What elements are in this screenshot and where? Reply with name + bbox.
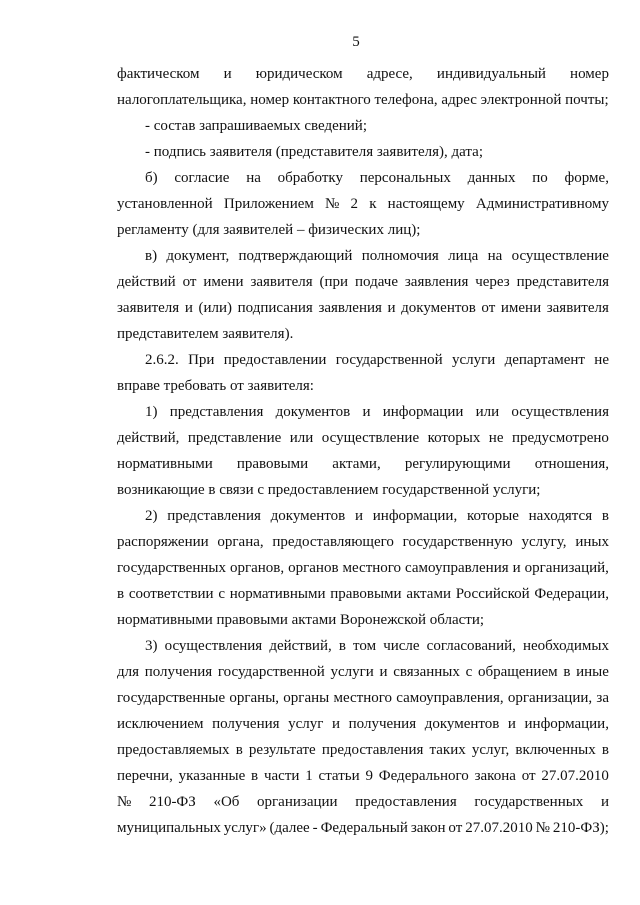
word: 2) xyxy=(145,508,158,524)
word: услуг» xyxy=(223,820,267,836)
text-line xyxy=(117,243,609,269)
word: предоставления xyxy=(321,742,424,758)
word: 1 xyxy=(305,768,313,784)
page-number: 5 xyxy=(352,34,360,50)
word: органа, xyxy=(217,534,264,550)
word: через xyxy=(475,274,510,290)
word: и xyxy=(355,508,364,524)
word: осуществление xyxy=(511,248,609,264)
word: связанных xyxy=(393,664,460,680)
word: представление xyxy=(187,430,282,446)
word: согласие xyxy=(174,170,230,186)
word: информации, xyxy=(372,508,458,524)
word: заявителя xyxy=(117,300,180,316)
word: документов xyxy=(424,716,500,732)
word: в xyxy=(251,768,259,784)
word: установленной xyxy=(117,196,213,212)
word: данных xyxy=(467,170,516,186)
word: включенных xyxy=(515,742,596,758)
text-line xyxy=(117,581,609,607)
word: документов xyxy=(275,404,351,420)
word: и xyxy=(387,300,396,316)
word: актами, xyxy=(332,456,381,472)
word: Административному xyxy=(475,196,609,212)
text-line xyxy=(117,815,609,841)
word: по xyxy=(532,170,548,186)
word: (при xyxy=(319,274,349,290)
word: находятся xyxy=(528,508,593,524)
word: и xyxy=(223,66,232,82)
text-line xyxy=(117,685,609,711)
word: иных xyxy=(575,534,609,550)
word: информации xyxy=(382,404,464,420)
word: правовыми xyxy=(330,586,402,602)
word: на xyxy=(487,248,503,264)
word: «Об xyxy=(213,794,240,810)
word: исключением xyxy=(117,716,204,732)
word: таких xyxy=(429,742,466,758)
word: государственной xyxy=(335,352,443,368)
word: заявителя xyxy=(546,300,609,316)
word: 1) xyxy=(145,404,158,420)
word: статьи xyxy=(318,768,360,784)
text-line xyxy=(117,633,609,659)
word: организаций, xyxy=(524,560,609,576)
word: услуги xyxy=(451,352,496,368)
word: государственных xyxy=(117,560,226,576)
word: части xyxy=(263,768,300,784)
word: для xyxy=(117,664,140,680)
word: осуществление xyxy=(321,430,420,446)
word: б) xyxy=(145,170,158,186)
word: При xyxy=(188,352,215,368)
word: документов xyxy=(401,300,476,316)
word: государственную xyxy=(402,534,513,550)
word: получения xyxy=(144,664,213,680)
word: с xyxy=(465,664,473,680)
word: номер xyxy=(570,66,609,82)
word: (далее xyxy=(269,820,310,836)
word: получения xyxy=(212,716,280,732)
text-line xyxy=(117,425,609,451)
word: государственной xyxy=(217,664,325,680)
word: документ, xyxy=(166,248,230,264)
word: указанные xyxy=(178,768,246,784)
word: 27.07.2010 xyxy=(465,820,533,836)
word: том xyxy=(353,638,377,654)
text-line xyxy=(117,165,609,191)
word: заявления xyxy=(404,274,469,290)
word: в xyxy=(338,638,346,654)
document-body xyxy=(117,61,609,841)
word: действий, xyxy=(269,638,332,654)
word: представителя xyxy=(516,274,609,290)
word: и xyxy=(184,300,193,316)
text-line xyxy=(117,659,609,685)
word: в) xyxy=(145,248,158,264)
word: в xyxy=(117,586,125,602)
word: от xyxy=(182,274,197,290)
text-line xyxy=(117,295,609,321)
word: органы, xyxy=(229,690,280,706)
word: от xyxy=(448,820,463,836)
word: предусмотрено xyxy=(511,430,609,446)
text-line: регламенту (для заявителей – физических лиц); xyxy=(117,222,421,238)
word: нормативными xyxy=(117,456,213,472)
word: организации, xyxy=(507,690,593,706)
word: 210-ФЗ); xyxy=(552,820,609,836)
word: актами xyxy=(406,586,451,602)
word: имени xyxy=(500,300,542,316)
word: правовыми xyxy=(236,456,309,472)
text-line xyxy=(117,711,609,737)
word: предоставляемых xyxy=(117,742,230,758)
word: государственных xyxy=(474,794,584,810)
word: Российской xyxy=(455,586,530,602)
word: регулирующими xyxy=(404,456,511,472)
word: от xyxy=(521,768,536,784)
word: местного xyxy=(333,690,393,706)
word: действий xyxy=(117,274,176,290)
word: 27.07.2010 xyxy=(541,768,609,784)
text-line xyxy=(117,347,609,373)
text-line xyxy=(117,399,609,425)
word: услуг, xyxy=(471,742,510,758)
word: органы xyxy=(283,690,330,706)
word: не xyxy=(594,352,609,368)
text-line: налогоплательщика, номер контактного телефона, адрес электронной почты; xyxy=(117,92,609,108)
word: государственные xyxy=(117,690,226,706)
word: перечни, xyxy=(117,768,173,784)
word: № xyxy=(535,820,550,836)
word: предоставлении xyxy=(223,352,327,368)
word: и xyxy=(332,716,341,732)
word: услуги xyxy=(330,664,374,680)
word: на xyxy=(246,170,261,186)
text-line xyxy=(117,503,609,529)
text-line: - состав запрашиваемых сведений; xyxy=(145,118,367,134)
word: соответствии xyxy=(128,586,214,602)
word: заявления xyxy=(318,300,382,316)
word: согласований, xyxy=(426,638,516,654)
word: - xyxy=(312,820,318,836)
text-line: возникающие в связи с предоставлением государственной услуги; xyxy=(117,482,541,498)
word: информации, xyxy=(524,716,609,732)
word: представления xyxy=(167,508,261,524)
text-line: вправе требовать от заявителя: xyxy=(117,378,314,394)
word: и xyxy=(362,404,371,420)
word: в xyxy=(601,508,609,524)
word: местного xyxy=(342,560,402,576)
word: не xyxy=(488,430,504,446)
word: документов xyxy=(270,508,346,524)
word: обработку xyxy=(277,170,343,186)
text-line xyxy=(117,269,609,295)
word: иные xyxy=(576,664,609,680)
word: с xyxy=(218,586,225,602)
word: и xyxy=(507,716,516,732)
text-line xyxy=(117,191,609,217)
word: или xyxy=(475,404,500,420)
word: адресе, xyxy=(366,66,413,82)
text-line xyxy=(117,763,609,789)
text-line: нормативными правовыми актами Воронежской области; xyxy=(117,612,485,628)
word: действий, xyxy=(117,430,180,446)
word: в xyxy=(563,664,571,680)
word: подаче xyxy=(354,274,398,290)
word: или xyxy=(289,430,314,446)
word: результате xyxy=(248,742,316,758)
word: числе xyxy=(383,638,420,654)
word: представления xyxy=(169,404,264,420)
word: Федерации, xyxy=(534,586,609,602)
word: от xyxy=(481,300,496,316)
text-line xyxy=(117,61,609,87)
word: в xyxy=(235,742,243,758)
word: № xyxy=(117,794,132,810)
word: обращением xyxy=(477,664,558,680)
word: форме, xyxy=(564,170,609,186)
text-line xyxy=(117,451,609,477)
word: имени xyxy=(203,274,244,290)
word: органов, xyxy=(229,560,285,576)
word: департамент xyxy=(504,352,585,368)
word: органов xyxy=(288,560,339,576)
word: и xyxy=(379,664,388,680)
word: Федерального xyxy=(378,768,469,784)
text-line xyxy=(117,555,609,581)
word: которые xyxy=(466,508,519,524)
word: заявителя xyxy=(250,274,313,290)
word: самоуправления, xyxy=(396,690,504,706)
word: Федеральный xyxy=(320,820,408,836)
word: и xyxy=(600,794,609,810)
word: осуществления xyxy=(164,638,263,654)
word: услугу, xyxy=(521,534,567,550)
word: 2 xyxy=(350,196,359,212)
word: подтверждающий xyxy=(238,248,353,264)
text-line xyxy=(117,737,609,763)
word: предоставляющего xyxy=(272,534,394,550)
word: (или) xyxy=(198,300,232,316)
word: 210-ФЗ xyxy=(148,794,196,810)
word: отношения, xyxy=(534,456,609,472)
word: самоуправления xyxy=(405,560,509,576)
word: получения xyxy=(348,716,417,732)
word: распоряжении xyxy=(117,534,209,550)
word: нормативными xyxy=(229,586,326,602)
text-line xyxy=(117,789,609,815)
word: которых xyxy=(427,430,481,446)
word: за xyxy=(596,690,609,706)
word: юридическом xyxy=(255,66,343,82)
word: в xyxy=(601,742,609,758)
word: закона xyxy=(474,768,516,784)
word: 2.6.2. xyxy=(145,352,179,368)
text-line: представителем заявителя). xyxy=(117,326,294,342)
word: фактическом xyxy=(117,66,200,82)
word: полномочия xyxy=(361,248,439,264)
word: закон xyxy=(410,820,446,836)
word: № xyxy=(325,196,340,212)
word: к xyxy=(369,196,377,212)
word: настоящему xyxy=(387,196,465,212)
word: 9 xyxy=(365,768,373,784)
word: Приложением xyxy=(223,196,314,212)
text-line: - подпись заявителя (представителя заявителя), дата; xyxy=(145,144,483,160)
word: предоставления xyxy=(355,794,457,810)
word: 3) xyxy=(145,638,158,654)
word: необходимых xyxy=(522,638,609,654)
word: индивидуальный xyxy=(436,66,546,82)
text-line xyxy=(117,529,609,555)
word: и xyxy=(512,560,521,576)
word: лица xyxy=(448,248,479,264)
word: услуг xyxy=(288,716,324,732)
word: подписания xyxy=(237,300,313,316)
word: организации xyxy=(257,794,338,810)
word: персональных xyxy=(359,170,451,186)
word: муниципальных xyxy=(117,820,221,836)
word: осуществления xyxy=(511,404,609,420)
